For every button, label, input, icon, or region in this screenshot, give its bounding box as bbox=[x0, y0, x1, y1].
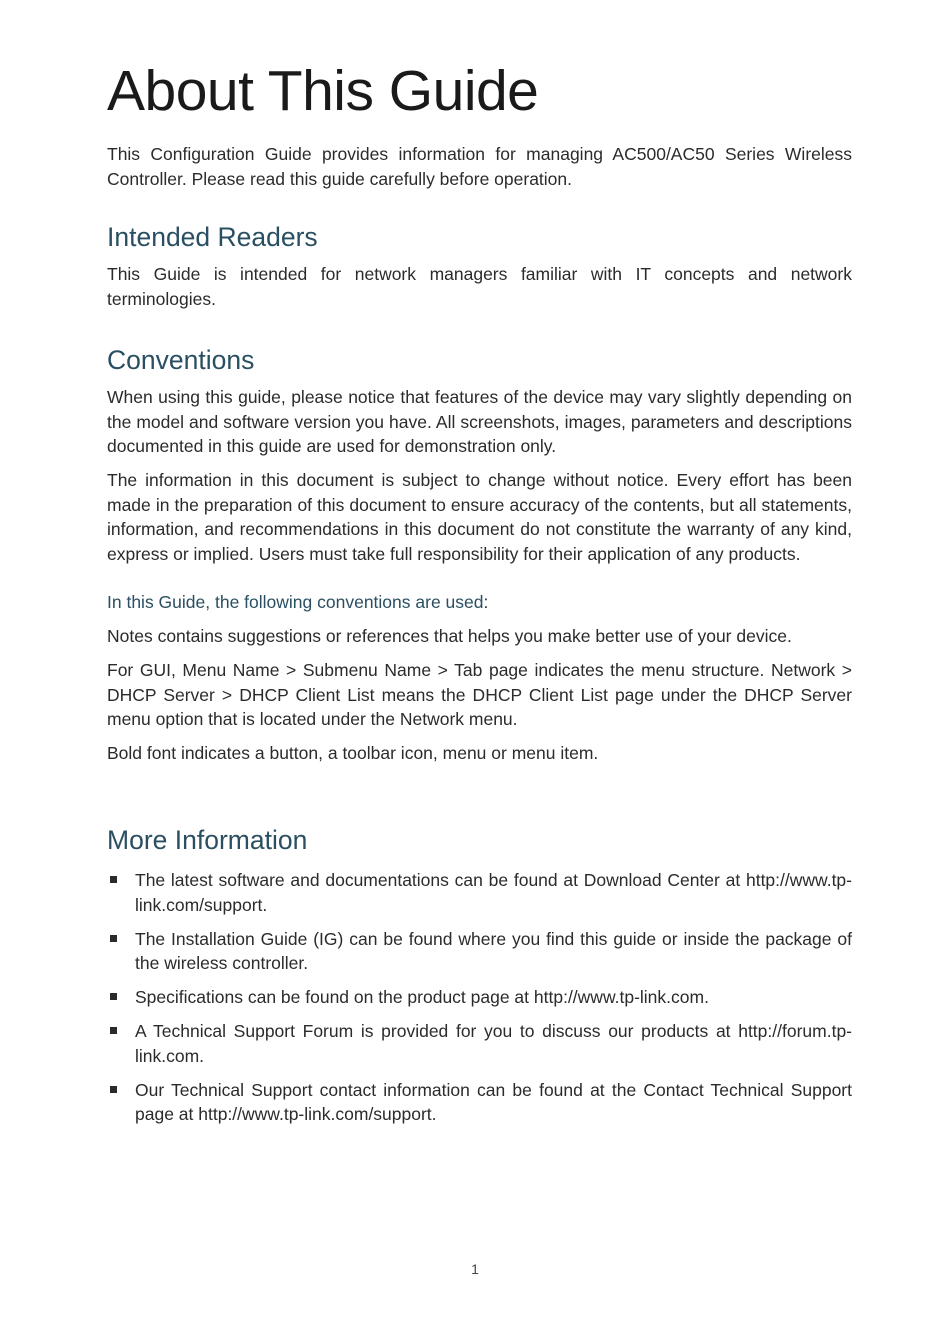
square-bullet-icon bbox=[110, 1027, 117, 1034]
intro-paragraph: This Configuration Guide provides information for managing AC500/AC50 Series Wireless Controller. Please read this guide carefully before operation. bbox=[107, 144, 852, 189]
list-item bbox=[107, 927, 852, 976]
list-item bbox=[107, 1019, 852, 1068]
list-item bbox=[107, 868, 852, 917]
intended-readers-section bbox=[107, 221, 852, 311]
conventions-paragraph-2: The information in this document is subject to change without notice. Every effort has been made in the preparation of this document to ensure accuracy of the contents, but all statements, information, and recommendations in this document do not constitute the warranty of any kind, express or implied. Users must take full responsibility for their application of any products. bbox=[107, 470, 852, 564]
list-item-text: A Technical Support Forum is provided for you to discuss our products at http://forum.tp-link.com. bbox=[135, 1021, 852, 1066]
page-number: 1 bbox=[471, 1261, 479, 1277]
intended-readers-paragraph: This Guide is intended for network managers familiar with IT concepts and network terminologies. bbox=[107, 264, 852, 309]
conventions-paragraph-1: When using this guide, please notice that features of the device may vary slightly depending on the model and software version you have. All screenshots, images, parameters and descriptions documented in this guide are used for demonstration only. bbox=[107, 387, 852, 456]
more-information-section bbox=[107, 824, 852, 1136]
conventions-list-intro bbox=[107, 590, 852, 615]
list-item-text: Our Technical Support contact information can be found at the Contact Technical Support page at http://www.tp-link.com/support. bbox=[135, 1079, 852, 1124]
square-bullet-icon bbox=[110, 1086, 117, 1093]
square-bullet-icon bbox=[110, 935, 117, 942]
list-item bbox=[107, 1078, 852, 1127]
intended-readers-heading: Intended Readers bbox=[107, 222, 318, 252]
conventions-notes: Notes contains suggestions or references that helps you make better use of your device. bbox=[107, 626, 792, 646]
list-item-text: Specifications can be found on the product page at http://www.tp-link.com. bbox=[135, 987, 709, 1007]
conventions-gui: For GUI, Menu Name > Submenu Name > Tab page indicates the menu structure. Network > DHCP Server > DHCP Client List means the DHCP Client List page under the DHCP Server menu option that is located under the Network menu. bbox=[107, 660, 852, 729]
list-item-text: The Installation Guide (IG) can be found where you find this guide or inside the package of the wireless controller. bbox=[135, 928, 852, 973]
more-information-list bbox=[107, 868, 852, 1127]
conventions-section bbox=[107, 344, 852, 766]
conventions-list-intro-text: In this Guide, the following conventions are used bbox=[107, 592, 484, 612]
square-bullet-icon bbox=[110, 876, 117, 883]
more-information-heading: More Information bbox=[107, 825, 308, 855]
page-title: About This Guide bbox=[107, 59, 539, 123]
conventions-bold: Bold font indicates a button, a toolbar icon, menu or menu item. bbox=[107, 743, 599, 763]
conventions-list-intro-colon: : bbox=[483, 592, 489, 612]
intro-section bbox=[107, 142, 852, 191]
conventions-heading: Conventions bbox=[107, 345, 255, 375]
list-item-text: The latest software and documentations can be found at Download Center at http://www.tp-link.com/support. bbox=[135, 870, 852, 915]
square-bullet-icon bbox=[110, 993, 117, 1000]
list-item bbox=[107, 985, 852, 1010]
